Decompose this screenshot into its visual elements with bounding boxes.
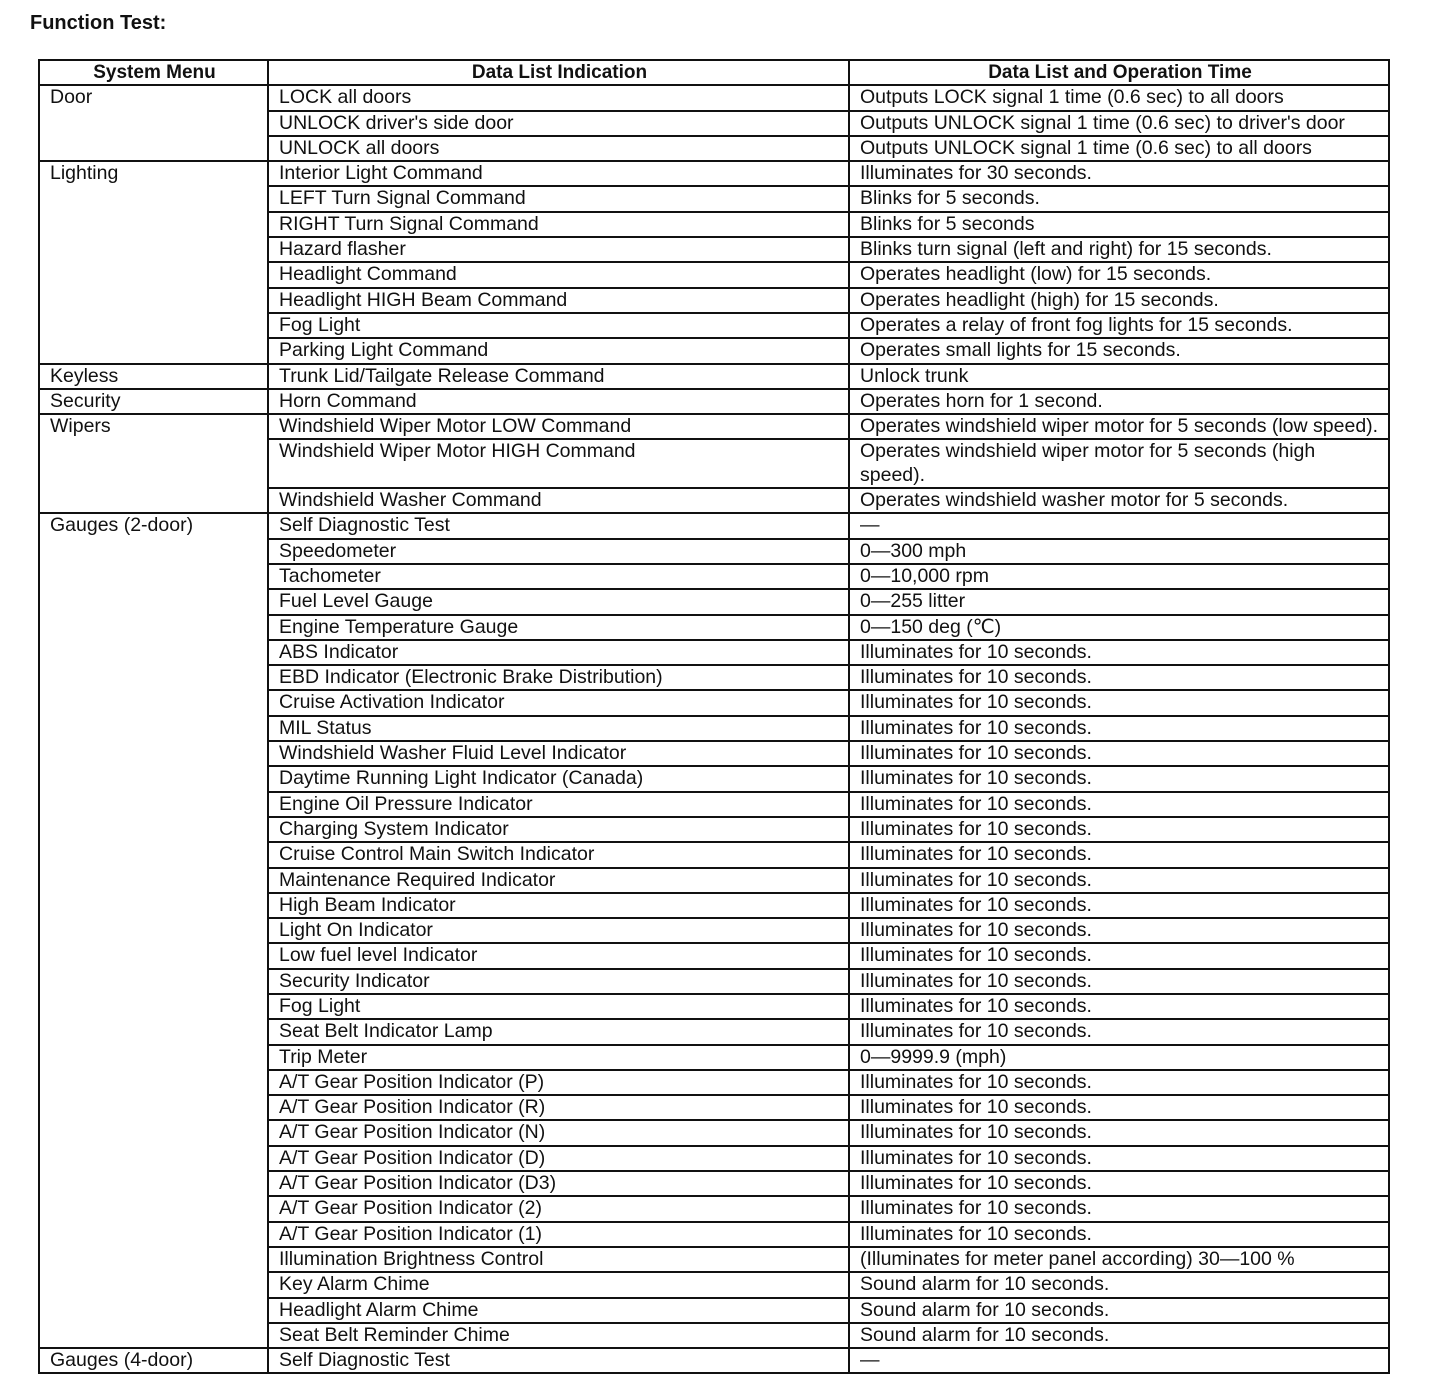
table-row — [39, 969, 1389, 994]
system-menu-cell — [39, 1247, 268, 1272]
system-menu-cell — [39, 1045, 268, 1070]
system-menu-cell — [39, 237, 268, 262]
table-row — [39, 414, 1389, 439]
data-list-indication-cell: A/T Gear Position Indicator (D3) — [268, 1171, 849, 1196]
table-row — [39, 842, 1389, 867]
table-row — [39, 212, 1389, 237]
data-list-indication-cell: A/T Gear Position Indicator (R) — [268, 1095, 849, 1120]
system-menu-cell — [39, 615, 268, 640]
system-menu-cell — [39, 1070, 268, 1095]
system-menu-cell — [39, 1323, 268, 1348]
data-list-indication-cell: Headlight HIGH Beam Command — [268, 288, 849, 313]
operation-time-cell: Illuminates for 10 seconds. — [849, 792, 1389, 817]
operation-time-cell: Blinks turn signal (left and right) for 15 seconds. — [849, 237, 1389, 262]
table-row — [39, 640, 1389, 665]
system-menu-cell — [39, 1095, 268, 1120]
table-row — [39, 513, 1389, 538]
table-row — [39, 1146, 1389, 1171]
system-menu-cell — [39, 1196, 268, 1221]
table-row — [39, 665, 1389, 690]
operation-time-cell: Operates small lights for 15 seconds. — [849, 338, 1389, 363]
system-menu-cell: Wipers — [39, 414, 268, 439]
system-menu-cell — [39, 792, 268, 817]
system-menu-cell — [39, 186, 268, 211]
table-row — [39, 766, 1389, 791]
table-row — [39, 111, 1389, 136]
system-menu-cell — [39, 1120, 268, 1145]
data-list-indication-cell: UNLOCK driver's side door — [268, 111, 849, 136]
operation-time-cell: Illuminates for 10 seconds. — [849, 943, 1389, 968]
data-list-indication-cell: Seat Belt Reminder Chime — [268, 1323, 849, 1348]
table-row — [39, 186, 1389, 211]
table-row — [39, 1070, 1389, 1095]
table-row — [39, 85, 1389, 110]
data-list-indication-cell: UNLOCK all doors — [268, 136, 849, 161]
system-menu-cell — [39, 313, 268, 338]
operation-time-cell: Operates windshield washer motor for 5 seconds. — [849, 488, 1389, 513]
system-menu-cell — [39, 969, 268, 994]
system-menu-cell — [39, 136, 268, 161]
data-list-indication-cell: EBD Indicator (Electronic Brake Distribution) — [268, 665, 849, 690]
table-row — [39, 589, 1389, 614]
table-row — [39, 1196, 1389, 1221]
system-menu-cell — [39, 640, 268, 665]
data-list-indication-cell: Engine Temperature Gauge — [268, 615, 849, 640]
operation-time-cell: Illuminates for 10 seconds. — [849, 716, 1389, 741]
system-menu-cell — [39, 943, 268, 968]
table-row — [39, 488, 1389, 513]
table-row — [39, 868, 1389, 893]
system-menu-cell — [39, 766, 268, 791]
table-row — [39, 136, 1389, 161]
table-row — [39, 792, 1389, 817]
system-menu-cell — [39, 842, 268, 867]
table-row — [39, 313, 1389, 338]
system-menu-cell: Gauges (4-door) — [39, 1348, 268, 1373]
data-list-indication-cell: Seat Belt Indicator Lamp — [268, 1019, 849, 1044]
data-list-indication-cell: Self Diagnostic Test — [268, 513, 849, 538]
table-row — [39, 716, 1389, 741]
table-header-row — [39, 60, 1389, 85]
data-list-indication-cell: Maintenance Required Indicator — [268, 868, 849, 893]
operation-time-cell: Sound alarm for 10 seconds. — [849, 1272, 1389, 1297]
operation-time-cell: Illuminates for 10 seconds. — [849, 893, 1389, 918]
data-list-indication-cell: Headlight Alarm Chime — [268, 1298, 849, 1323]
table-row — [39, 615, 1389, 640]
data-list-indication-cell: Parking Light Command — [268, 338, 849, 363]
operation-time-cell: 0—10,000 rpm — [849, 564, 1389, 589]
operation-time-cell: Illuminates for 10 seconds. — [849, 640, 1389, 665]
table-row — [39, 564, 1389, 589]
system-menu-cell — [39, 716, 268, 741]
table-row — [39, 918, 1389, 943]
operation-time-cell: Blinks for 5 seconds — [849, 212, 1389, 237]
data-list-indication-cell: A/T Gear Position Indicator (D) — [268, 1146, 849, 1171]
operation-time-cell: Illuminates for 10 seconds. — [849, 817, 1389, 842]
system-menu-cell — [39, 1222, 268, 1247]
table-row — [39, 1222, 1389, 1247]
operation-time-cell: Sound alarm for 10 seconds. — [849, 1298, 1389, 1323]
operation-time-cell: Operates a relay of front fog lights for 15 seconds. — [849, 313, 1389, 338]
data-list-indication-cell: Windshield Washer Fluid Level Indicator — [268, 741, 849, 766]
page-title: Function Test: — [30, 12, 167, 34]
header-data-list-indication: Data List Indication — [268, 60, 849, 85]
data-list-indication-cell: Self Diagnostic Test — [268, 1348, 849, 1373]
system-menu-cell — [39, 262, 268, 287]
operation-time-cell: Operates horn for 1 second. — [849, 389, 1389, 414]
system-menu-cell: Gauges (2-door) — [39, 513, 268, 538]
system-menu-cell — [39, 288, 268, 313]
table-body — [39, 85, 1389, 1373]
table-row — [39, 994, 1389, 1019]
table-row — [39, 1095, 1389, 1120]
operation-time-cell: Illuminates for 10 seconds. — [849, 1171, 1389, 1196]
operation-time-cell: — — [849, 513, 1389, 538]
operation-time-cell: (Illuminates for meter panel according) 30—100 % — [849, 1247, 1389, 1272]
table-row — [39, 1323, 1389, 1348]
data-list-indication-cell: LOCK all doors — [268, 85, 849, 110]
data-list-indication-cell: High Beam Indicator — [268, 893, 849, 918]
system-menu-cell: Security — [39, 389, 268, 414]
system-menu-cell: Keyless — [39, 364, 268, 389]
system-menu-cell — [39, 817, 268, 842]
operation-time-cell: Blinks for 5 seconds. — [849, 186, 1389, 211]
data-list-indication-cell: LEFT Turn Signal Command — [268, 186, 849, 211]
operation-time-cell: 0—9999.9 (mph) — [849, 1045, 1389, 1070]
system-menu-cell — [39, 338, 268, 363]
system-menu-cell — [39, 893, 268, 918]
table-row — [39, 262, 1389, 287]
data-list-indication-cell: Charging System Indicator — [268, 817, 849, 842]
table-row — [39, 943, 1389, 968]
data-list-indication-cell: Horn Command — [268, 389, 849, 414]
data-list-indication-cell: A/T Gear Position Indicator (P) — [268, 1070, 849, 1095]
table-row — [39, 338, 1389, 363]
operation-time-cell: Outputs UNLOCK signal 1 time (0.6 sec) to driver's door — [849, 111, 1389, 136]
data-list-indication-cell: Fog Light — [268, 994, 849, 1019]
data-list-indication-cell: Low fuel level Indicator — [268, 943, 849, 968]
table-row — [39, 1247, 1389, 1272]
data-list-indication-cell: Tachometer — [268, 564, 849, 589]
system-menu-cell — [39, 994, 268, 1019]
system-menu-cell — [39, 539, 268, 564]
data-list-indication-cell: Light On Indicator — [268, 918, 849, 943]
system-menu-cell — [39, 1019, 268, 1044]
data-list-indication-cell: Headlight Command — [268, 262, 849, 287]
system-menu-cell — [39, 488, 268, 513]
data-list-indication-cell: ABS Indicator — [268, 640, 849, 665]
operation-time-cell: — — [849, 1348, 1389, 1373]
table-row — [39, 539, 1389, 564]
operation-time-cell: Illuminates for 10 seconds. — [849, 1120, 1389, 1145]
table-row — [39, 1348, 1389, 1373]
table-row — [39, 1019, 1389, 1044]
data-list-indication-cell: Windshield Wiper Motor LOW Command — [268, 414, 849, 439]
operation-time-cell: Sound alarm for 10 seconds. — [849, 1323, 1389, 1348]
data-list-indication-cell: Trip Meter — [268, 1045, 849, 1070]
system-menu-cell — [39, 1272, 268, 1297]
operation-time-cell: Operates windshield wiper motor for 5 seconds (high speed). — [849, 439, 1389, 488]
system-menu-cell — [39, 564, 268, 589]
data-list-indication-cell: A/T Gear Position Indicator (2) — [268, 1196, 849, 1221]
data-list-indication-cell: Trunk Lid/Tailgate Release Command — [268, 364, 849, 389]
system-menu-cell — [39, 918, 268, 943]
table-row — [39, 161, 1389, 186]
table-row — [39, 288, 1389, 313]
operation-time-cell: Outputs UNLOCK signal 1 time (0.6 sec) to all doors — [849, 136, 1389, 161]
operation-time-cell: Illuminates for 10 seconds. — [849, 766, 1389, 791]
table-row — [39, 1120, 1389, 1145]
system-menu-cell — [39, 1171, 268, 1196]
operation-time-cell: Illuminates for 30 seconds. — [849, 161, 1389, 186]
operation-time-cell: Illuminates for 10 seconds. — [849, 1146, 1389, 1171]
data-list-indication-cell: Fog Light — [268, 313, 849, 338]
operation-time-cell: Outputs LOCK signal 1 time (0.6 sec) to all doors — [849, 85, 1389, 110]
header-operation-time: Data List and Operation Time — [849, 60, 1389, 85]
operation-time-cell: Illuminates for 10 seconds. — [849, 918, 1389, 943]
operation-time-cell: Illuminates for 10 seconds. — [849, 1095, 1389, 1120]
operation-time-cell: Illuminates for 10 seconds. — [849, 1019, 1389, 1044]
operation-time-cell: Illuminates for 10 seconds. — [849, 1196, 1389, 1221]
operation-time-cell: Illuminates for 10 seconds. — [849, 868, 1389, 893]
operation-time-cell: 0—150 deg (℃) — [849, 615, 1389, 640]
data-list-indication-cell: Engine Oil Pressure Indicator — [268, 792, 849, 817]
operation-time-cell: Illuminates for 10 seconds. — [849, 665, 1389, 690]
table-row — [39, 817, 1389, 842]
system-menu-cell — [39, 439, 268, 488]
data-list-indication-cell: RIGHT Turn Signal Command — [268, 212, 849, 237]
system-menu-cell — [39, 1146, 268, 1171]
system-menu-cell — [39, 1298, 268, 1323]
operation-time-cell: Illuminates for 10 seconds. — [849, 741, 1389, 766]
data-list-indication-cell: Hazard flasher — [268, 237, 849, 262]
data-list-indication-cell: Windshield Wiper Motor HIGH Command — [268, 439, 849, 488]
data-list-indication-cell: Fuel Level Gauge — [268, 589, 849, 614]
system-menu-cell — [39, 111, 268, 136]
system-menu-cell — [39, 589, 268, 614]
table-row — [39, 237, 1389, 262]
table-row — [39, 1298, 1389, 1323]
operation-time-cell: Illuminates for 10 seconds. — [849, 994, 1389, 1019]
system-menu-cell: Lighting — [39, 161, 268, 186]
table-row — [39, 1272, 1389, 1297]
operation-time-cell: Illuminates for 10 seconds. — [849, 690, 1389, 715]
data-list-indication-cell: Cruise Activation Indicator — [268, 690, 849, 715]
operation-time-cell: Operates windshield wiper motor for 5 seconds (low speed). — [849, 414, 1389, 439]
table-row — [39, 439, 1389, 488]
table-row — [39, 364, 1389, 389]
operation-time-cell: Operates headlight (low) for 15 seconds. — [849, 262, 1389, 287]
data-list-indication-cell: Illumination Brightness Control — [268, 1247, 849, 1272]
data-list-indication-cell: A/T Gear Position Indicator (1) — [268, 1222, 849, 1247]
system-menu-cell — [39, 868, 268, 893]
table-row — [39, 1171, 1389, 1196]
table-row — [39, 389, 1389, 414]
function-test-table — [38, 59, 1390, 1374]
system-menu-cell — [39, 665, 268, 690]
table-row — [39, 741, 1389, 766]
operation-time-cell: Operates headlight (high) for 15 seconds. — [849, 288, 1389, 313]
system-menu-cell — [39, 212, 268, 237]
operation-time-cell: Unlock trunk — [849, 364, 1389, 389]
system-menu-cell — [39, 741, 268, 766]
data-list-indication-cell: Cruise Control Main Switch Indicator — [268, 842, 849, 867]
data-list-indication-cell: Speedometer — [268, 539, 849, 564]
operation-time-cell: 0—255 litter — [849, 589, 1389, 614]
operation-time-cell: 0—300 mph — [849, 539, 1389, 564]
data-list-indication-cell: A/T Gear Position Indicator (N) — [268, 1120, 849, 1145]
table-row — [39, 690, 1389, 715]
system-menu-cell: Door — [39, 85, 268, 110]
operation-time-cell: Illuminates for 10 seconds. — [849, 969, 1389, 994]
operation-time-cell: Illuminates for 10 seconds. — [849, 842, 1389, 867]
operation-time-cell: Illuminates for 10 seconds. — [849, 1070, 1389, 1095]
data-list-indication-cell: Interior Light Command — [268, 161, 849, 186]
data-list-indication-cell: MIL Status — [268, 716, 849, 741]
data-list-indication-cell: Key Alarm Chime — [268, 1272, 849, 1297]
header-system-menu: System Menu — [39, 60, 268, 85]
operation-time-cell: Illuminates for 10 seconds. — [849, 1222, 1389, 1247]
data-list-indication-cell: Daytime Running Light Indicator (Canada) — [268, 766, 849, 791]
table-row — [39, 893, 1389, 918]
data-list-indication-cell: Windshield Washer Command — [268, 488, 849, 513]
system-menu-cell — [39, 690, 268, 715]
table-row — [39, 1045, 1389, 1070]
data-list-indication-cell: Security Indicator — [268, 969, 849, 994]
